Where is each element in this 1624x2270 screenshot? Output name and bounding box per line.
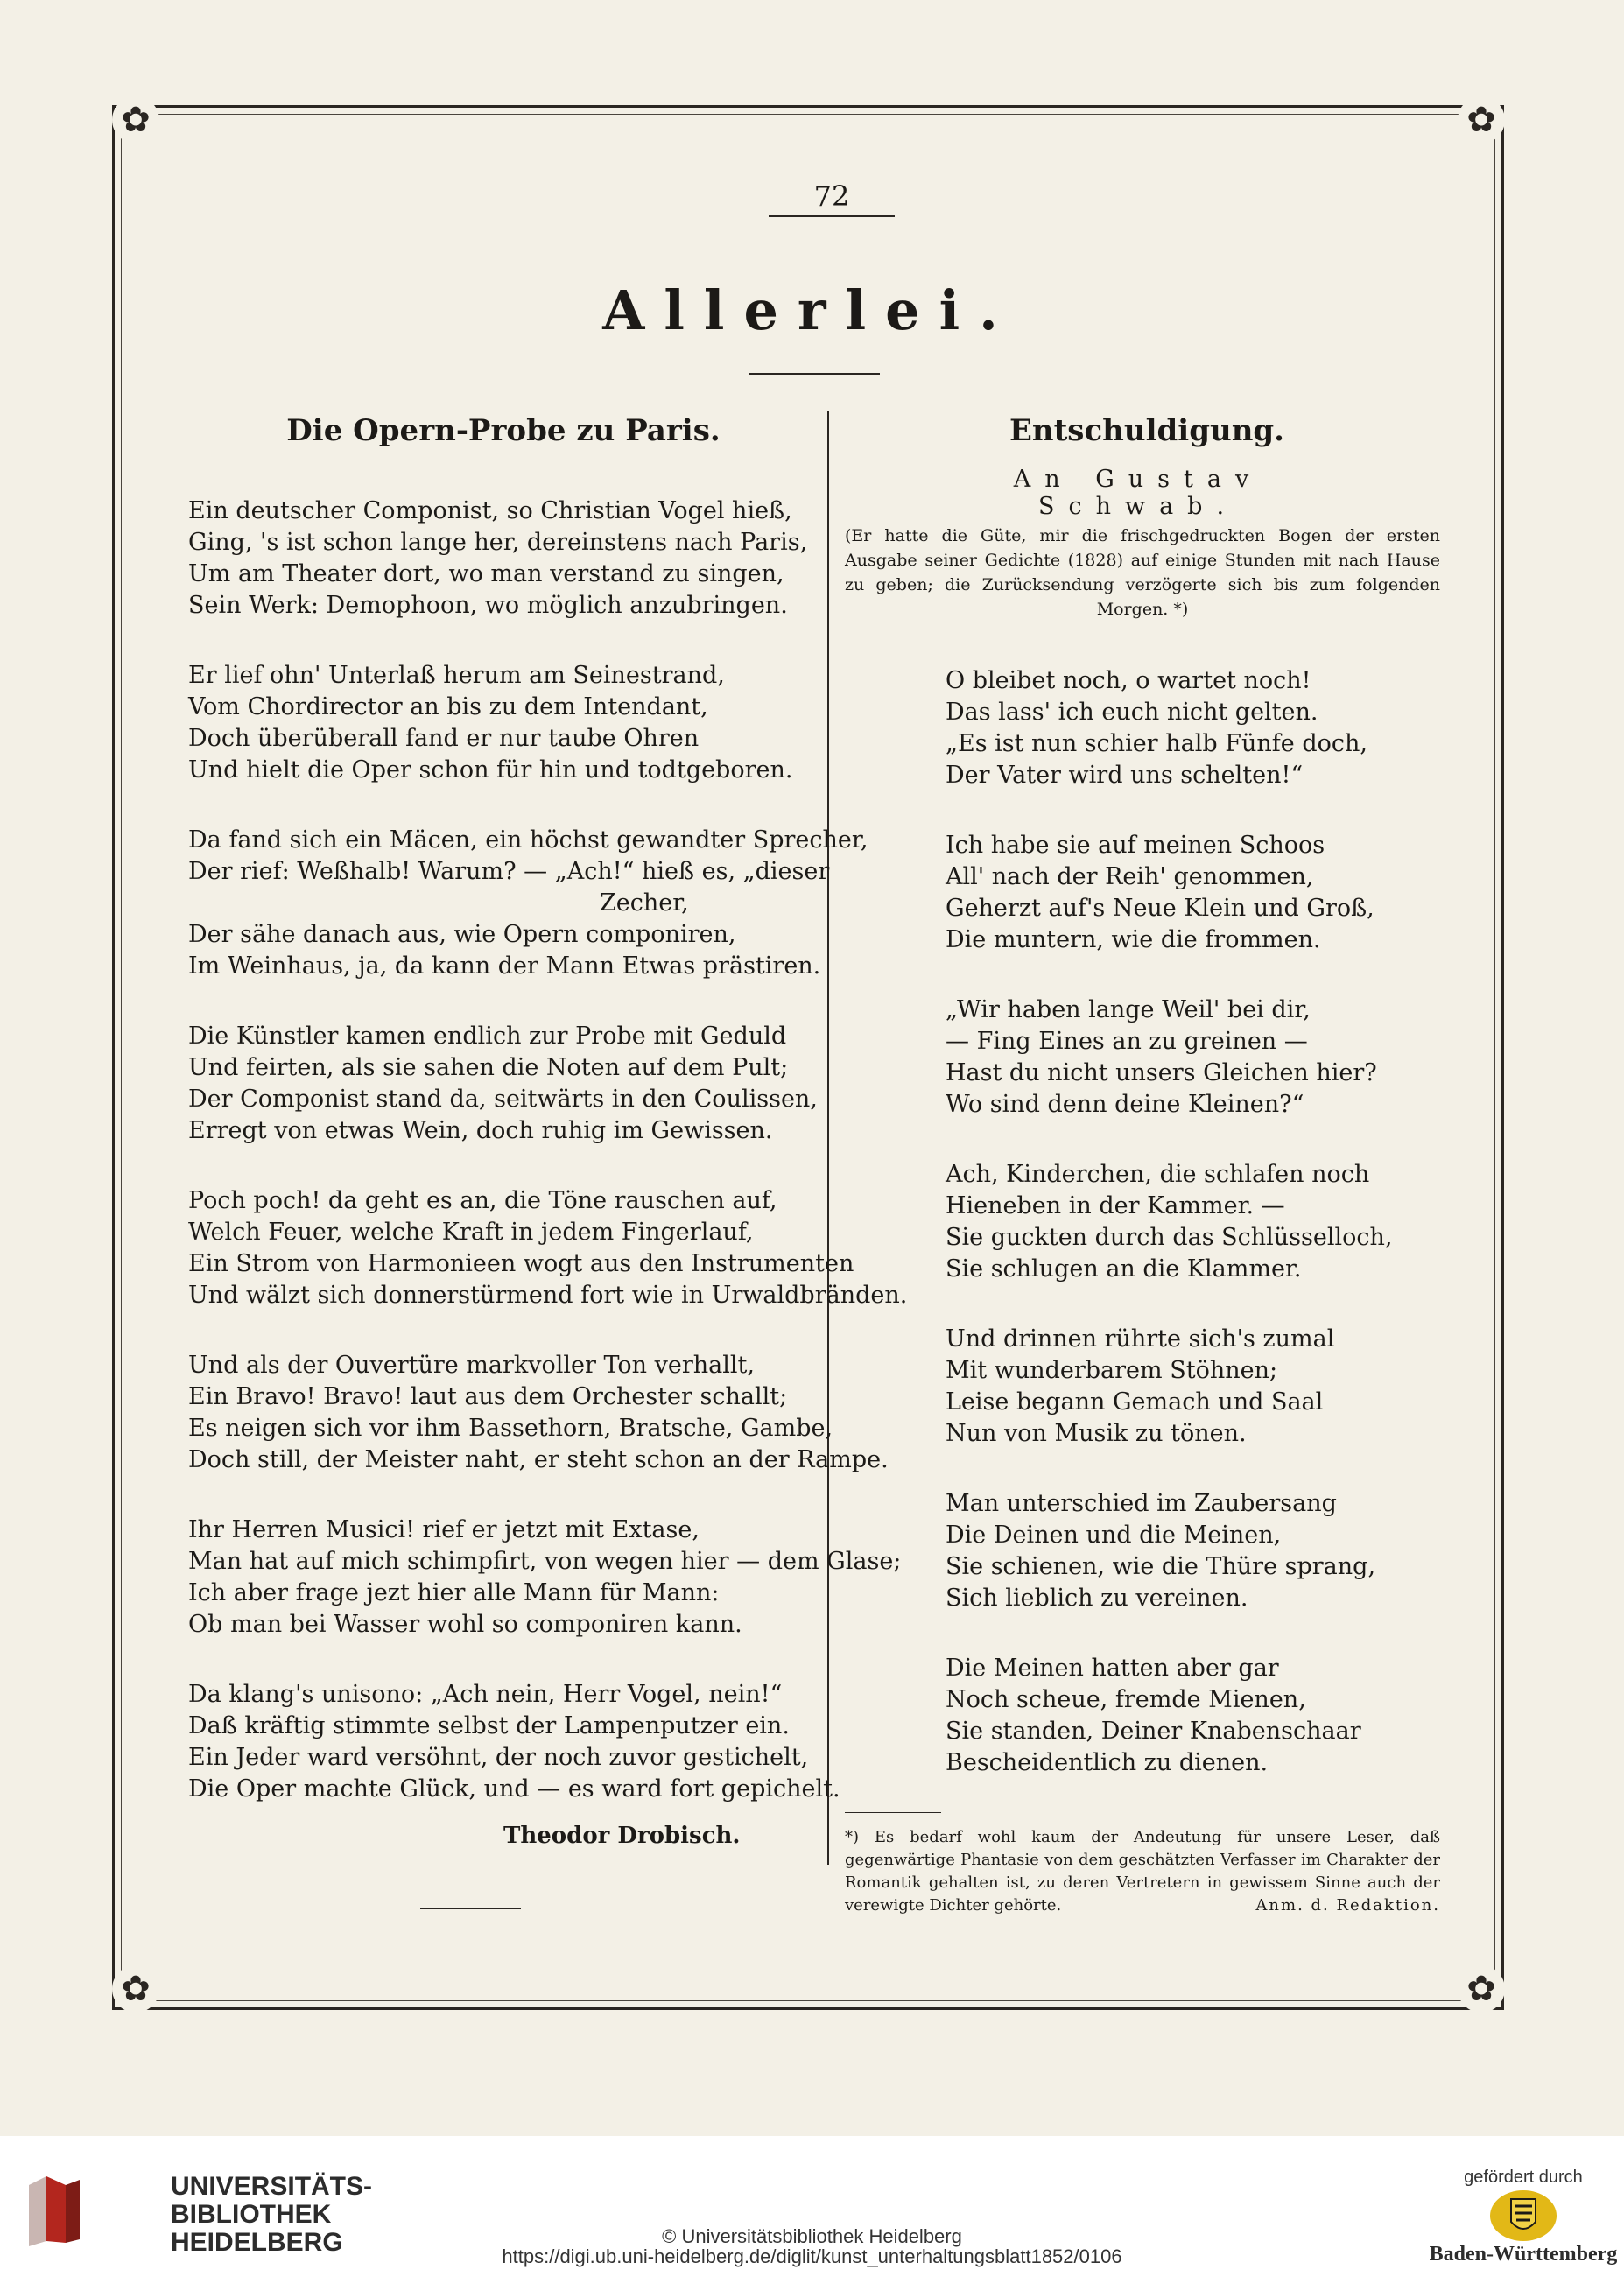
page-title: Allerlei. xyxy=(602,278,1017,342)
verse-line: Nun von Musik zu tönen. xyxy=(946,1420,1247,1447)
verse-line: Ich aber frage jezt hier alle Mann für Mann: xyxy=(188,1579,720,1606)
verse-line: Mit wunderbarem Stöhnen; xyxy=(946,1357,1278,1384)
corner-ornament-icon: ✿ xyxy=(1458,1965,1505,2013)
verse-line: Hast du nicht unsers Gleichen hier? xyxy=(946,1059,1377,1086)
right-poem-note: (Er hatte die Güte, mir die frischgedruckten Bogen der ersten Ausgabe seiner Gedichte (1828) auf einige Stunden mit nach Hause zu geben; die Zurücksendung verzögerte sich bis zum folgenden Morgen. *) xyxy=(845,526,1440,619)
corner-ornament-icon: ✿ xyxy=(112,1965,159,2013)
library-name-line: BIBLIOTHEK xyxy=(171,2200,332,2229)
stanza xyxy=(946,1653,1361,1779)
stanza xyxy=(188,1185,907,1311)
verse-line: Noch scheue, fremde Mienen, xyxy=(946,1686,1306,1713)
verse-line: Ein deutscher Componist, so Christian Vogel hieß, xyxy=(188,497,792,524)
left-poem-title: Die Opern-Probe zu Paris. xyxy=(286,413,721,448)
right-poem-dedication: An Gustav Schwab. xyxy=(1013,466,1263,520)
sponsor-name: Baden-Württemberg xyxy=(1429,2243,1618,2266)
library-name-line: HEIDELBERG xyxy=(171,2228,343,2257)
verse-line: Sie schienen, wie die Thüre sprang, xyxy=(946,1553,1376,1580)
verse-line: Und als der Ouvertüre markvoller Ton verhallt, xyxy=(188,1352,755,1379)
verse-line: Ob man bei Wasser wohl so componiren kann. xyxy=(188,1611,742,1638)
verse-line: Ein Strom von Harmonieen wogt aus den Instrumenten xyxy=(188,1250,854,1277)
verse-line: Es neigen sich vor ihm Bassethorn, Bratsche, Gambe, xyxy=(188,1415,833,1442)
stanza xyxy=(188,1515,901,1641)
footnote xyxy=(845,1826,1440,1917)
verse-line: Welch Feuer, welche Kraft in jedem Fingerlauf, xyxy=(188,1219,754,1246)
library-name-line: UNIVERSITÄTS- xyxy=(171,2172,373,2201)
verse-line: Die Oper machte Glück, und — es ward fort gepichelt. xyxy=(188,1775,840,1803)
verse-line: Und hielt die Oper schon für hin und todtgeboren. xyxy=(188,756,793,784)
title-rule xyxy=(749,373,880,375)
verse-line: Poch poch! da geht es an, die Töne rauschen auf, xyxy=(188,1187,777,1214)
verse-line: Der Componist stand da, seitwärts in den Coulissen, xyxy=(188,1086,818,1113)
verse-line: Der rief: Weßhalb! Warum? — „Ach!“ hieß es, „dieser xyxy=(188,858,830,885)
verse-line: Die Künstler kamen endlich zur Probe mit Geduld xyxy=(188,1023,787,1050)
verse-line: Sie standen, Deiner Knabenschaar xyxy=(946,1718,1361,1745)
verse-line: Vom Chordirector an bis zu dem Intendant, xyxy=(188,693,708,720)
verse-line: Die Deinen und die Meinen, xyxy=(946,1522,1282,1549)
footnote-credit: Anm. d. Redaktion. xyxy=(1255,1896,1440,1915)
verse-line: Hieneben in der Kammer. — xyxy=(946,1192,1285,1219)
footnote-text: *) Es bedarf wohl kaum der Andeutung für unsere Leser, daß gegenwärtige Phantasie von dem geschätzten Verfasser im Charakter der Romantik gehalten ist, zu deren Vertretern in gewissem Sinne auch der verewigte Dichter gehörte. xyxy=(845,1828,1440,1915)
verse-line: Man unterschied im Zaubersang xyxy=(946,1490,1337,1517)
stanza xyxy=(946,1324,1334,1450)
verse-line: Und feirten, als sie sahen die Noten auf dem Pult; xyxy=(188,1054,789,1081)
verse-line: Um am Theater dort, wo man verstand zu singen, xyxy=(188,560,784,587)
verse-line: Sie schlugen an die Klammer. xyxy=(946,1255,1302,1283)
verse-line: All' nach der Reih' genommen, xyxy=(946,863,1314,890)
verse-line: Geherzt auf's Neue Klein und Groß, xyxy=(946,895,1374,922)
verse-line: Er lief ohn' Unterlaß herum am Seinestrand, xyxy=(188,662,725,689)
verse-line: Sein Werk: Demophoon, wo möglich anzubringen. xyxy=(188,592,788,619)
verse-line: Ein Jeder ward versöhnt, der noch zuvor gestichelt, xyxy=(188,1744,809,1771)
sponsor-label: gefördert durch xyxy=(1464,2168,1583,2187)
copyright-text: © Universitätsbibliothek Heidelberg xyxy=(662,2225,962,2247)
corner-ornament-icon: ✿ xyxy=(1458,96,1505,144)
verse-line: — Fing Eines an zu greinen — xyxy=(946,1028,1308,1055)
verse-line: Ein Bravo! Bravo! laut aus dem Orchester schallt; xyxy=(188,1383,788,1410)
stanza xyxy=(188,1350,889,1476)
state-crest-icon xyxy=(1488,2189,1558,2243)
verse-line: Ihr Herren Musici! rief er jetzt mit Extase, xyxy=(188,1516,700,1543)
verse-line: Das lass' ich euch nicht gelten. xyxy=(946,699,1318,726)
stanza xyxy=(946,1488,1375,1614)
verse-line: Doch still, der Meister naht, er steht schon an der Rampe. xyxy=(188,1446,889,1473)
verse-line: Wo sind denn deine Kleinen?“ xyxy=(946,1091,1304,1118)
verse-line: Erregt von etwas Wein, doch ruhig im Gewissen. xyxy=(188,1117,773,1144)
verse-line: Bescheidentlich zu dienen. xyxy=(946,1749,1269,1776)
verse-line: Sich lieblich zu vereinen. xyxy=(946,1585,1248,1612)
verse-line: Ging, 's ist schon lange her, dereinstens nach Paris, xyxy=(188,529,808,556)
verse-line: Der Vater wird uns schelten!“ xyxy=(946,762,1304,789)
stanza xyxy=(188,825,868,982)
verse-line: Da klang's unisono: „Ach nein, Herr Vogel, nein!“ xyxy=(188,1681,783,1708)
verse-line: O bleibet noch, o wartet noch! xyxy=(946,667,1311,694)
verse-line: „Es ist nun schier halb Fünfe doch, xyxy=(946,730,1367,757)
verse-line: Da fand sich ein Mäcen, ein höchst gewandter Sprecher, xyxy=(188,826,868,854)
verse-line: Im Weinhaus, ja, da kann der Mann Etwas prästiren. xyxy=(188,952,821,980)
verse-line: Die muntern, wie die frommen. xyxy=(946,926,1321,953)
stanza xyxy=(946,665,1367,791)
stanza xyxy=(188,660,792,786)
footnote-rule xyxy=(845,1812,941,1813)
stanza xyxy=(946,830,1374,956)
right-poem-title: Entschuldigung. xyxy=(1009,413,1285,448)
verse-line: Die Meinen hatten aber gar xyxy=(946,1655,1279,1682)
verse-line: Doch überüberall fand er nur taube Ohren xyxy=(188,725,700,752)
column-divider xyxy=(827,411,829,1865)
verse-line: Zecher, xyxy=(600,889,689,917)
verse-line: Man hat auf mich schimpfirt, von wegen hier — dem Glase; xyxy=(188,1548,902,1575)
page-number: 72 xyxy=(813,179,850,213)
verse-line: Leise begann Gemach und Saal xyxy=(946,1388,1324,1416)
verse-line: Und drinnen rührte sich's zumal xyxy=(946,1325,1335,1353)
verse-line: Daß kräftig stimmte selbst der Lampenputzer ein. xyxy=(188,1712,790,1739)
corner-ornament-icon: ✿ xyxy=(112,96,159,144)
left-end-rule xyxy=(420,1908,521,1909)
stanza xyxy=(188,495,807,622)
stanza xyxy=(188,1021,818,1147)
stanza xyxy=(188,1679,840,1805)
stanza xyxy=(946,1159,1392,1285)
page-number-rule xyxy=(769,215,895,217)
verse-line: Ach, Kinderchen, die schlafen noch xyxy=(946,1161,1370,1188)
left-poem-author: Theodor Drobisch. xyxy=(503,1823,741,1849)
verse-line: Und wälzt sich donnerstürmend fort wie in Urwaldbränden. xyxy=(188,1282,908,1309)
stanza xyxy=(946,994,1377,1121)
verse-line: Ich habe sie auf meinen Schoos xyxy=(946,832,1325,859)
verse-line: Sie guckten durch das Schlüsselloch, xyxy=(946,1224,1393,1251)
verse-line: Der sähe danach aus, wie Opern componiren, xyxy=(188,921,736,948)
verse-line: „Wir haben lange Weil' bei dir, xyxy=(946,996,1311,1023)
permalink[interactable]: https://digi.ub.uni-heidelberg.de/diglit/kunst_unterhaltungsblatt1852/0106 xyxy=(502,2245,1122,2267)
